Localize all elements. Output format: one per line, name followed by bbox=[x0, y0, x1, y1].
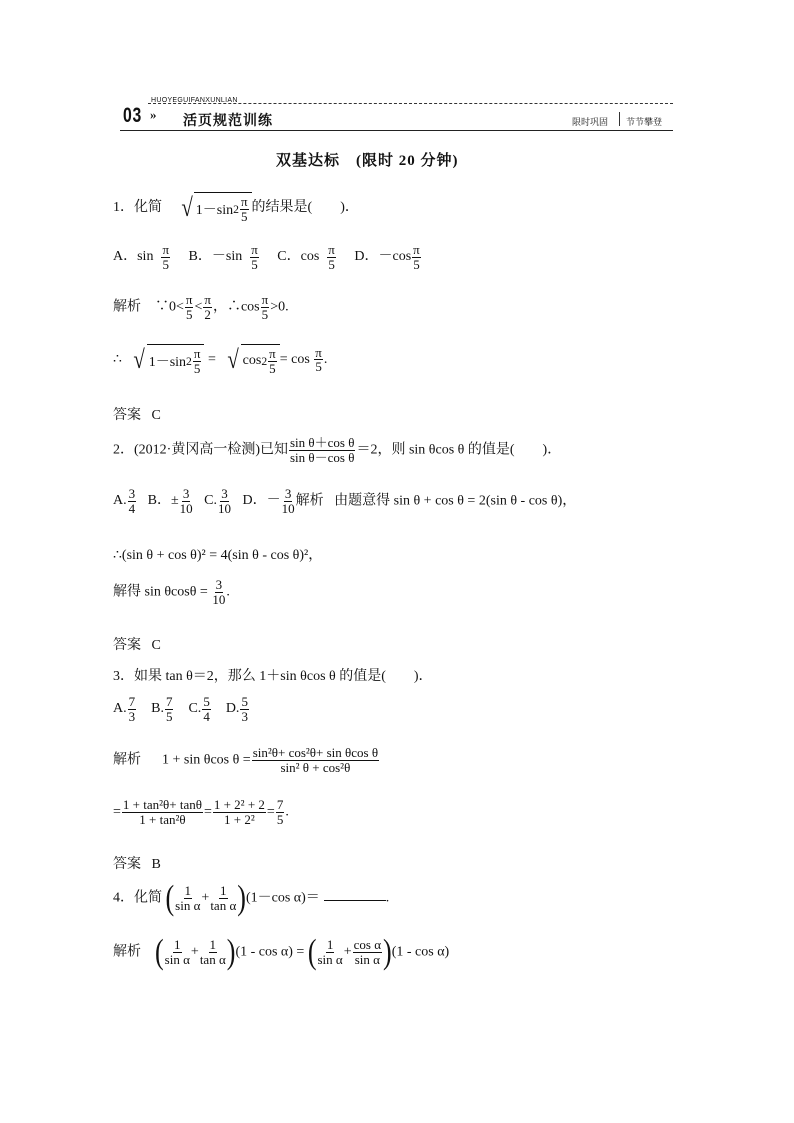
q1-opt-d: D．－cos $\frac{\pi}{5}$ bbox=[354, 242, 420, 272]
analysis-label: 解析 bbox=[113, 752, 141, 768]
q3-stem: 3．如果 tan θ＝2，那么 1＋sin θcos θ 的值是( )． bbox=[113, 669, 433, 684]
header-separator bbox=[619, 112, 620, 126]
chevron-icon: » bbox=[150, 107, 157, 122]
q2-analysis-3: 解得 sin θcosθ = $\frac{3}{10}$ . bbox=[113, 577, 230, 607]
answer-blank[interactable] bbox=[324, 888, 386, 901]
q1-options bbox=[113, 243, 422, 271]
analysis-label: 解析 bbox=[113, 944, 141, 960]
q1-number: 1．化简 bbox=[113, 199, 162, 215]
q3-answer: 答案 B bbox=[113, 857, 161, 872]
q1-opt-b: B．－sin $\frac{\pi}{5}$ bbox=[188, 242, 258, 272]
q1-answer: 答案 C bbox=[113, 408, 161, 423]
q4-stem: 4．化简 ( $\frac{1}{\text{sin α}}$ + $\frac{1}{\text{tan α}}$ )(1－cos α)＝ . bbox=[113, 877, 390, 918]
header-bottom-rule bbox=[120, 130, 673, 131]
q2-opt-d: D．－ $\frac{3}{10}$ bbox=[242, 486, 295, 516]
q2-options: A. $\frac{3}{4}$ B．± $\frac{3}{10}$ C. $\frac{3}{10}$ D．－ $\frac{3}{10}$ 解析 由题意得 sin θ + cos θ = 2(sin θ - cos θ)， bbox=[113, 486, 577, 516]
header-right-b: 节节攀登 bbox=[626, 117, 663, 127]
q2-answer: 答案 C bbox=[113, 638, 161, 653]
q1-analysis-2: ∴ √ 1－sin 2 $\frac{\pi}{5}$ = √ cos 2 $\frac{\pi}{5}$ = cos $\frac{\pi}{5}$ . bbox=[113, 344, 328, 376]
q2-opt-a: A. $\frac{3}{4}$ bbox=[113, 486, 136, 516]
analysis-label: 解析 bbox=[113, 299, 141, 315]
q1-opt-c: C．cos $\frac{\pi}{5}$ bbox=[277, 242, 335, 272]
q3-opt-a: A. $\frac{7}{3}$ bbox=[113, 694, 136, 724]
header-right-a: 限时巩固 bbox=[572, 117, 609, 127]
q1-opt-a: A．sin $\frac{\pi}{5}$ bbox=[113, 242, 170, 272]
q2-opt-c: C. $\frac{3}{10}$ bbox=[204, 486, 231, 516]
section-title: 双基达标 (限时 20 分钟) bbox=[276, 153, 459, 169]
q3-options bbox=[113, 695, 250, 723]
header-title: 活页规范训练 bbox=[183, 112, 273, 128]
header-pinyin: HUOYEGUIFANXUNLIAN bbox=[151, 97, 238, 104]
q3-opt-d: D. $\frac{5}{3}$ bbox=[225, 694, 248, 724]
q2-stem: 2．(2012·黄冈高一检测)已知 $\frac{\text{sin θ＋cos θ}}{\text{sin θ－cos θ}}$ ＝2，则 sin θcos θ 的值是( )． bbox=[113, 435, 562, 465]
q1-stem bbox=[113, 192, 359, 223]
q1-suffix: 的结果是( )． bbox=[251, 199, 359, 215]
q2-analysis-2: ∴(sin θ + cos θ)² = 4(sin θ - cos θ)²， bbox=[113, 548, 323, 563]
q2-opt-b: B．± $\frac{3}{10}$ bbox=[147, 486, 193, 516]
q3-analysis-1: 解析 1 + sin θcos θ = $\frac{\text{sin²θ+ cos²θ+ sin θcos θ}}{\text{sin² θ + cos²θ}}$ bbox=[113, 745, 379, 775]
q4-analysis: 解析 ( $\frac{1}{\text{sin α}}$ + $\frac{1}{\text{tan α}}$ )(1 - cos α) = ( $\frac{1}{\text{sin α}}$ + $\frac{\text{cos α}}{\text{sin α}}$ )(1 - cos α) bbox=[113, 931, 450, 972]
q3-analysis-2: = $\frac{\text{1 + tan²θ+ tanθ}}{\text{1 + tan²θ}}$ = $\frac{\text{1 + 2² + 2}}{\text{1 + 2²}}$ = $\frac{7}{5}$ . bbox=[113, 797, 289, 827]
header-number: 03 bbox=[123, 104, 143, 127]
analysis-label: 解析 bbox=[295, 493, 324, 509]
q1-sqrt: √ 1－sin 2 $\frac{\pi}{5}$ bbox=[180, 192, 252, 223]
q1-analysis-1: 解析 ∵0< $\frac{\pi}{5}$ < $\frac{\pi}{2}$ ，∴cos $\frac{\pi}{5}$ >0. bbox=[113, 292, 289, 322]
header-top-rule bbox=[148, 103, 673, 104]
q3-opt-c: C. $\frac{5}{4}$ bbox=[188, 694, 210, 724]
q3-opt-b: B. $\frac{7}{5}$ bbox=[151, 694, 173, 724]
